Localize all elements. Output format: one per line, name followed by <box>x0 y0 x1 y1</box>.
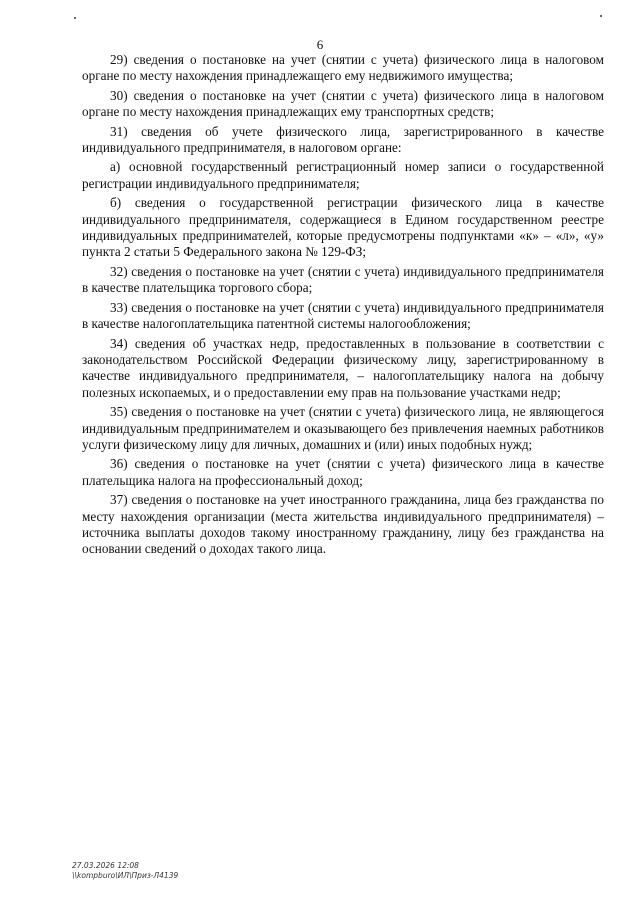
paragraph-34: 34) сведения об участках недр, предоставленных в пользование в соответствии с законодательством Российской Федерации физическому лицу, зарегистрированному в качестве индивидуального предпринимателя, – налогоплательщику налога на добычу полезных ископаемых, и о предоставлении ему прав на пользование участками недр; <box>82 335 604 400</box>
document-body <box>82 52 604 561</box>
scan-speck <box>600 15 602 17</box>
paragraph-35: 35) сведения о постановке на учет (снятии с учета) физического лица, не являющегося индивидуальным предпринимателем и оказывающего без привлечения наемных работников услуги физическому лицу для личных, домашних и (или) иных подобных нужд; <box>82 404 604 452</box>
paragraph-33: 33) сведения о постановке на учет (снятии с учета) индивидуального предпринимателя в качестве налогоплательщика патентной системы налогообложения; <box>82 299 604 332</box>
document-footer <box>72 861 178 881</box>
page-number: 6 <box>316 37 324 52</box>
scan-speck <box>74 17 76 19</box>
paragraph-29: 29) сведения о постановке на учет (снятии с учета) физического лица в налоговом органе по месту нахождения принадлежащего ему недвижимого имущества; <box>82 52 604 84</box>
paragraph-32: 32) сведения о постановке на учет (снятии с учета) индивидуального предпринимателя в качестве плательщика торгового сбора; <box>82 263 604 296</box>
paragraph-31a: а) основной государственный регистрационный номер записи о государственной регистрации индивидуального предпринимателя; <box>82 159 604 191</box>
paragraph-37: 37) сведения о постановке на учет иностранного гражданина, лица без гражданства по месту нахождения организации (места жительства индивидуального предпринимателя) – источника выплаты доходов такому иностранному гражданину, лицу без гражданства на основании сведений о доходах такого лица. <box>82 492 604 557</box>
paragraph-36: 36) сведения о постановке на учет (снятии с учета) физического лица в качестве плательщика налога на профессиональный доход; <box>82 456 604 488</box>
paragraph-30: 30) сведения о постановке на учет (снятии с учета) физического лица в налоговом органе по месту нахождения принадлежащих ему транспортных средств; <box>82 87 604 120</box>
footer-timestamp: 27.03.2026 12:08 <box>72 861 139 870</box>
paragraph-31b: б) сведения о государственной регистрации физического лица в качестве индивидуального предпринимателя, содержащиеся в Едином государственном реестре индивидуальных предпринимателей, которые предусмотрены подпунктами «к» – «л», «у» пункта 2 статьи 5 Федерального закона № 129-ФЗ; <box>82 195 604 260</box>
paragraph-31: 31) сведения об учете физического лица, зарегистрированного в качестве индивидуального предпринимателя, в налоговом органе: <box>82 123 604 156</box>
footer-file-path: \\kompburo\ИЛ\Приз-Л4139 <box>72 871 179 880</box>
